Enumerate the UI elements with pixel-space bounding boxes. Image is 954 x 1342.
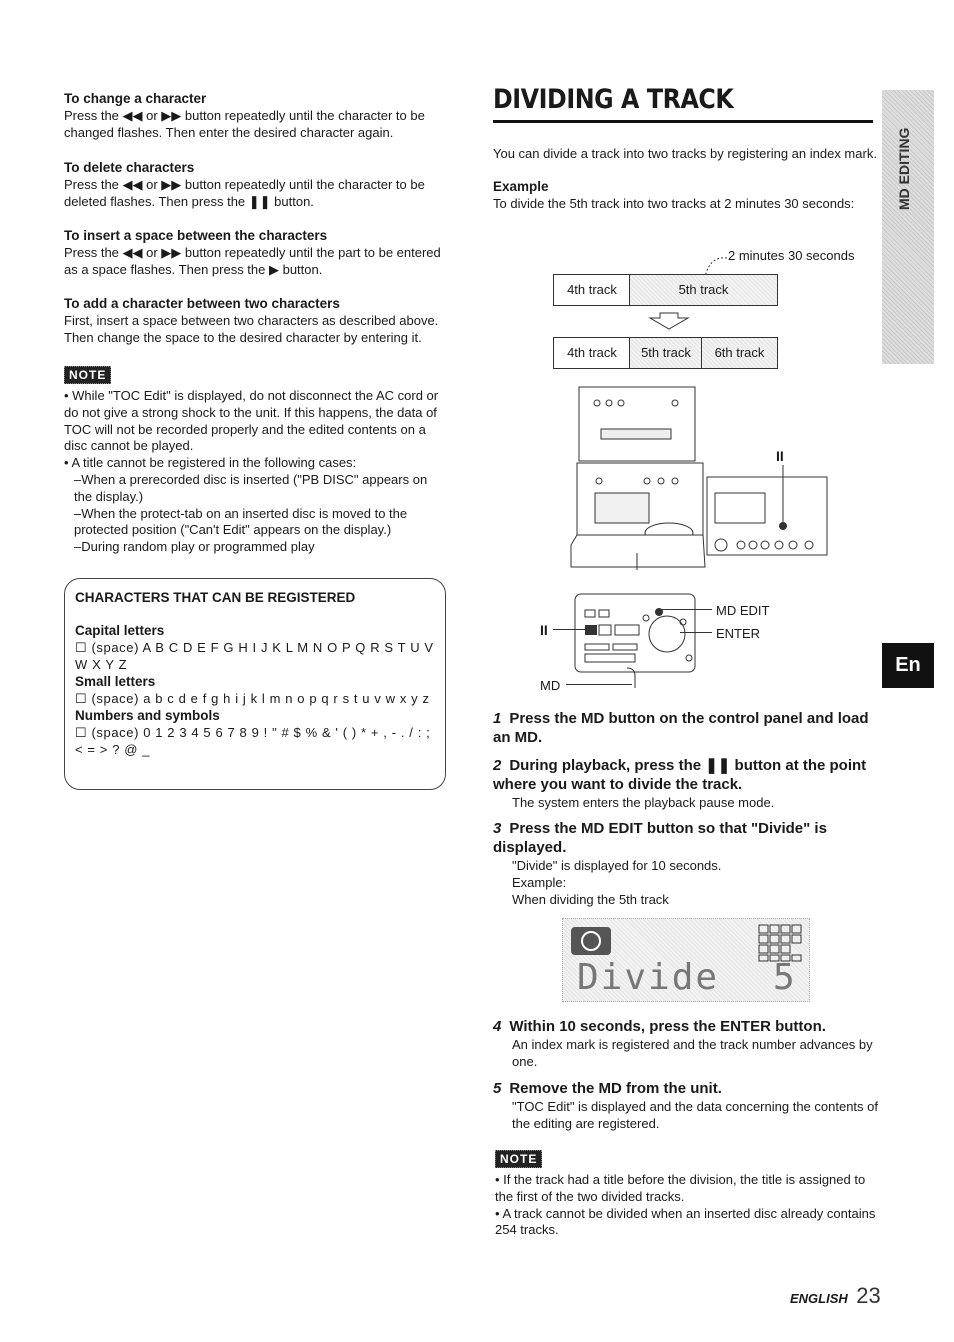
step-2-detail: The system enters the playback pause mode. <box>512 795 775 810</box>
note-badge: NOTE <box>64 366 111 384</box>
step-2: During playback, press the ❚❚ button at the point where you want to divide the track. <box>493 757 867 793</box>
step-3-example: Example: <box>512 875 567 890</box>
step-3: Press the MD EDIT button so that "Divide" is displayed. <box>493 820 827 856</box>
numbers-symbols: ☐ (space) 0 1 2 3 4 5 6 7 8 9 ! " # $ % & ' ( ) * + , - . / : ; < = > ? @ _ <box>75 725 431 757</box>
language-label: En <box>895 654 921 676</box>
pause-leader <box>553 629 585 630</box>
note-subitem: –When a prerecorded disc is inserted ("PB DISC" appears on the display.) <box>74 471 428 504</box>
pause-label-top: II <box>776 448 784 464</box>
pause-label-bottom: II <box>540 622 548 638</box>
track-6-bottom: 6th track <box>701 337 778 369</box>
step-number: 2 <box>493 757 502 774</box>
add-text: First, insert a space between two characters as described above. Then change the space to the desired character by entering it. <box>64 313 439 345</box>
step-5: Remove the MD from the unit. <box>509 1080 722 1097</box>
track-4-bottom: 4th track <box>553 337 630 369</box>
step-5-detail: "TOC Edit" is displayed and the data concerning the contents of the editing are registered. <box>512 1099 878 1131</box>
down-arrow-icon <box>648 312 690 330</box>
note-subitem: –During random play or programmed play <box>74 539 315 555</box>
change-heading: To change a character <box>64 91 207 106</box>
numbers-heading: Numbers and symbols <box>75 708 220 723</box>
add-heading: To add a character between two characters <box>64 296 340 311</box>
small-heading: Small letters <box>75 674 156 689</box>
note-item: • If the track had a title before the division, the title is assigned to the first of the two divided tracks. <box>495 1172 866 1204</box>
example-text: To divide the 5th track into two tracks at 2 minutes 30 seconds: <box>493 196 855 211</box>
time-label: 2 minutes 30 seconds <box>728 248 855 263</box>
example-heading: Example <box>493 179 549 194</box>
track-5-bottom: 5th track <box>629 337 702 369</box>
delete-text: Press the ◀◀ or ▶▶ button repeatedly until the character to be deleted flashes. Then press the ❚❚ button. <box>64 177 425 209</box>
note-subitem: –When the protect-tab on an inserted disc is moved to the protected position ("Can't Edit" appears on the display.) <box>74 505 408 538</box>
insert-text: Press the ◀◀ or ▶▶ button repeatedly until the part to be entered as a space flashes. Then press the ▶ button. <box>64 245 441 277</box>
stereo-unit-illustration <box>565 385 835 570</box>
control-panel-illustration <box>565 588 715 688</box>
enter-leader <box>680 632 712 633</box>
step-number: 1 <box>493 710 502 727</box>
lcd-display <box>562 918 810 1002</box>
step-4-detail: An index mark is registered and the track number advances by one. <box>512 1037 873 1069</box>
md-label: MD <box>540 678 561 693</box>
lcd-track-number: 5 <box>773 957 795 998</box>
step-number: 4 <box>493 1018 502 1035</box>
step-3-case: When dividing the 5th track <box>512 892 669 907</box>
footer-label: ENGLISH <box>790 1291 848 1306</box>
language-tab <box>882 643 934 688</box>
track-4-top: 4th track <box>553 274 630 306</box>
small-letters: ☐ (space) a b c d e f g h i j k l m n o p q r s t u v w x y z <box>75 691 430 706</box>
step-4: Within 10 seconds, press the ENTER button. <box>509 1018 826 1035</box>
disc-indicator-icon <box>569 925 613 957</box>
characters-box <box>64 578 446 790</box>
step-number: 5 <box>493 1080 502 1097</box>
enter-label: ENTER <box>716 626 761 641</box>
insert-heading: To insert a space between the characters <box>64 228 328 243</box>
section-tab-label: MD EDITING <box>896 127 912 210</box>
page-title: DIVIDING A TRACK <box>493 84 734 115</box>
track-5-top: 5th track <box>629 274 778 306</box>
step-number: 3 <box>493 820 502 837</box>
md-edit-label: MD EDIT <box>716 603 770 618</box>
note-item: • While "TOC Edit" is displayed, do not disconnect the AC cord or do not give a strong shock to the unit. If this happens, the data of TOC will not be recorded properly and the edited contents on a disc cannot be played. <box>64 388 439 454</box>
note-badge: NOTE <box>495 1150 542 1168</box>
capital-heading: Capital letters <box>75 623 165 638</box>
intro-text: You can divide a track into two tracks by registering an index mark. <box>493 146 877 161</box>
characters-title: CHARACTERS THAT CAN BE REGISTERED <box>75 590 356 605</box>
change-text: Press the ◀◀ or ▶▶ button repeatedly until the character to be changed flashes. Then enter the desired character again. <box>64 108 425 140</box>
title-rule <box>493 120 873 123</box>
note-item: • A title cannot be registered in the following cases: <box>64 455 357 471</box>
step-3-detail: "Divide" is displayed for 10 seconds. <box>512 858 722 873</box>
step-1: Press the MD button on the control panel and load an MD. <box>493 710 869 746</box>
md-leader <box>566 684 632 685</box>
note-item: • A track cannot be divided when an inserted disc already contains 254 tracks. <box>495 1205 876 1238</box>
section-side-tab <box>882 90 934 364</box>
delete-heading: To delete characters <box>64 160 195 175</box>
md-edit-leader <box>660 609 712 610</box>
lcd-text: Divide <box>577 957 720 998</box>
capital-letters: ☐ (space) A B C D E F G H I J K L M N O P Q R S T U V W X Y Z <box>75 640 434 672</box>
page-number: 23 <box>856 1283 881 1308</box>
